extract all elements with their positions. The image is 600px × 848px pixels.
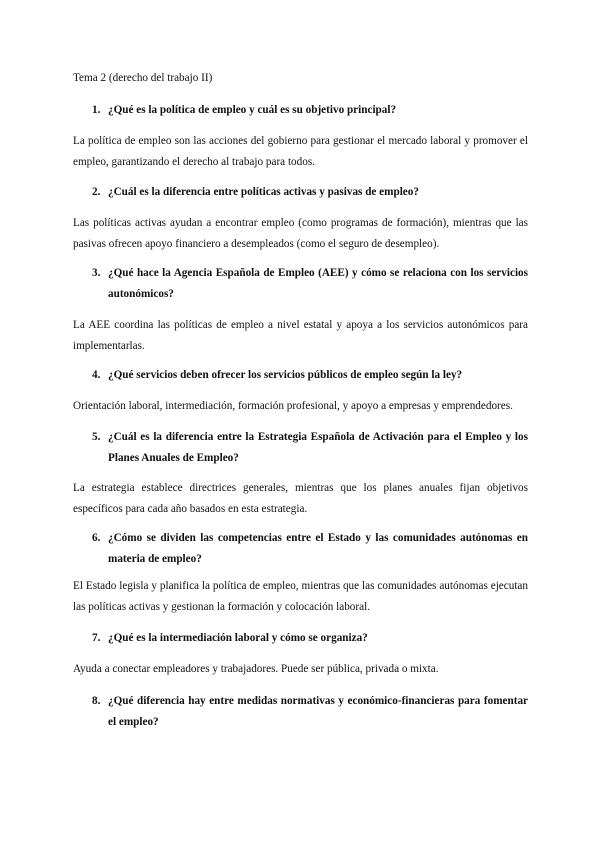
question-1 (92, 100, 528, 121)
answer-5: La estrategia establece directrices generales, mientras que los planes anuales fijan objetivos específicos para cada año basados en esta estrategia. (73, 482, 528, 515)
question-text: ¿Cuál es la diferencia entre la Estrategia Española de Activación para el Empleo y los Planes Anuales de Empleo? (108, 431, 528, 464)
answer-6: El Estado legisla y planifica la política de empleo, mientras que las comunidades autónomas ejecutan las políticas activas y gestionan la formación y colocación laboral. (73, 580, 528, 613)
question-4 (92, 365, 528, 386)
question-number: 7. (92, 632, 101, 644)
question-text: ¿Qué servicios deben ofrecer los servicios públicos de empleo según la ley? (108, 369, 463, 381)
question-number: 6. (92, 532, 101, 544)
document-title: Tema 2 (derecho del trabajo II) (73, 72, 213, 84)
question-text: ¿Qué diferencia hay entre medidas normativas y económico-financieras para fomentar el empleo? (108, 695, 528, 728)
answer-7: Ayuda a conectar empleadores y trabajadores. Puede ser pública, privada o mixta. (73, 663, 439, 675)
question-5 (92, 427, 528, 469)
answer-1: La política de empleo son las acciones del gobierno para gestionar el mercado laboral y promover el empleo, garantizando el derecho al trabajo para todos. (73, 135, 528, 168)
question-6 (92, 528, 528, 570)
question-text: ¿Cuál es la diferencia entre políticas activas y pasivas de empleo? (108, 186, 419, 198)
answer-3: La AEE coordina las políticas de empleo a nivel estatal y apoya a los servicios autonómicos para implementarlas. (73, 319, 528, 352)
answer-4: Orientación laboral, intermediación, formación profesional, y apoyo a empresas y emprendedores. (73, 400, 513, 412)
question-number: 8. (92, 695, 101, 707)
answer-2: Las políticas activas ayudan a encontrar empleo (como programas de formación), mientras que las pasivas ofrecen apoyo financiero a desempleados (como el seguro de desempleo). (73, 217, 528, 250)
question-2 (92, 182, 528, 203)
question-7 (92, 628, 528, 649)
question-3 (92, 263, 528, 305)
question-text: ¿Qué hace la Agencia Española de Empleo (AEE) y cómo se relaciona con los servicios autonómicos? (108, 267, 528, 300)
question-8 (92, 691, 528, 733)
question-number: 5. (92, 431, 101, 443)
question-number: 4. (92, 369, 101, 381)
question-number: 3. (92, 267, 101, 279)
question-text: ¿Qué es la política de empleo y cuál es su objetivo principal? (108, 104, 397, 116)
question-text: ¿Qué es la intermediación laboral y cómo se organiza? (108, 632, 368, 644)
question-number: 2. (92, 186, 101, 198)
question-number: 1. (92, 104, 101, 116)
question-text: ¿Cómo se dividen las competencias entre el Estado y las comunidades autónomas en materia de empleo? (108, 532, 528, 565)
